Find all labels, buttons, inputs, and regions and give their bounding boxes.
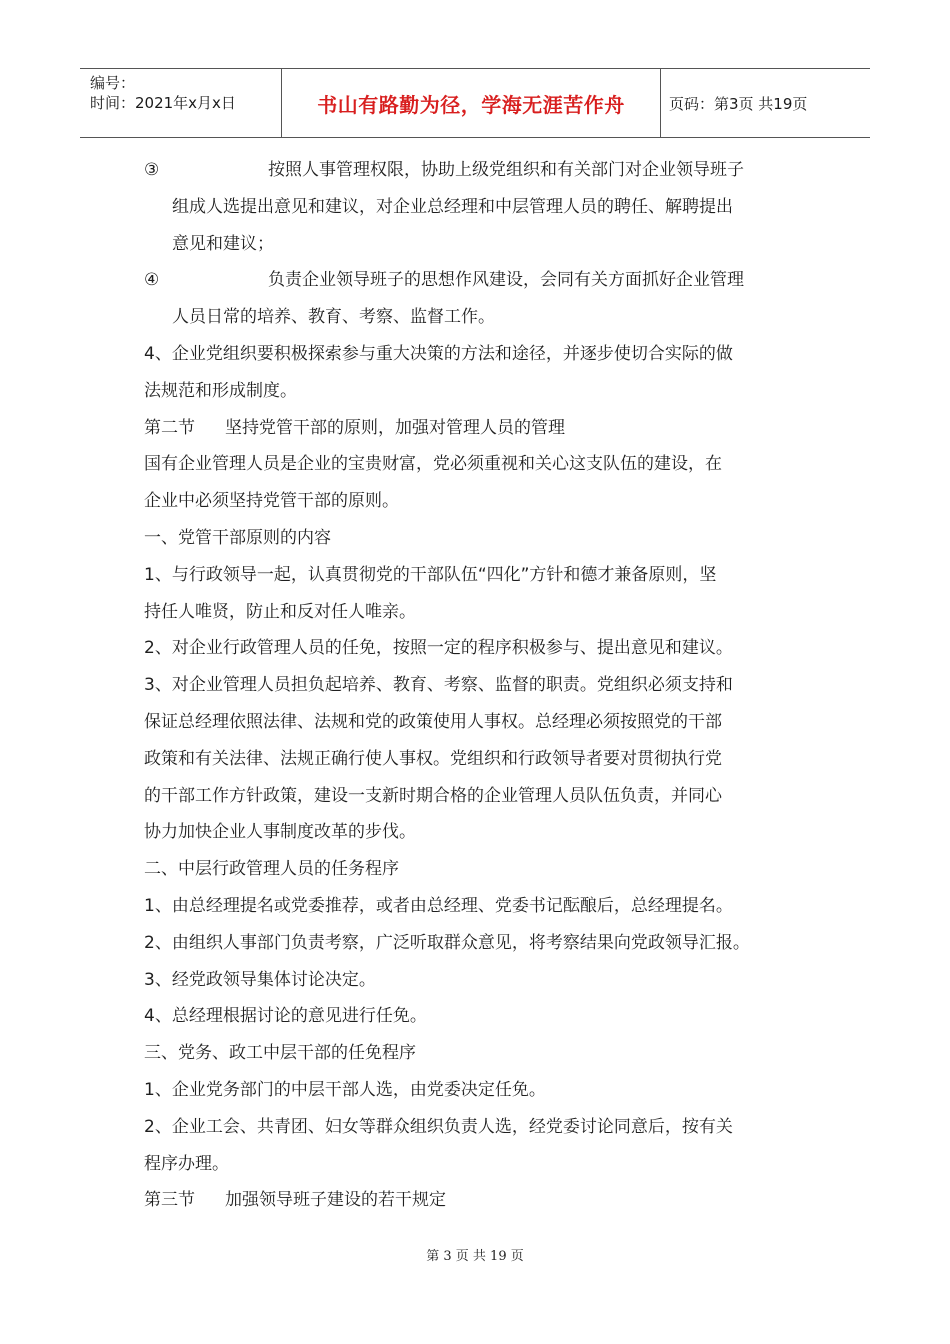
number-label: 编号： [90,74,136,92]
paragraph-line: 程序办理。 [144,1153,229,1174]
subheading: 一、党管干部原则的内容 [144,527,331,548]
paragraph-line: 3、经党政领导集体讨论决定。 [144,969,376,990]
paragraph-line: 组成人选提出意见和建议，对企业总经理和中层管理人员的聘任、解聘提出 [172,196,733,217]
paragraph-line: 政策和有关法律、法规正确行使人事权。党组织和行政领导者要对贯彻执行党 [144,748,722,769]
paragraph-line: 4、企业党组织要积极探索参与重大决策的方法和途径，并逐步使切合实际的做 [144,343,733,364]
section-heading: 第三节 加强领导班子建设的若干规定 [144,1190,446,1211]
paragraph-line: 3、对企业管理人员担负起培养、教育、考察、监督的职责。党组织必须支持和 [144,675,733,696]
paragraph-line: 的干部工作方针政策，建设一支新时期合格的企业管理人员队伍负责，并同心 [144,785,722,806]
paragraph-line: 企业中必须坚持党管干部的原则。 [144,491,399,512]
subheading: 二、中层行政管理人员的任务程序 [144,859,399,880]
paragraph-line: 协力加快企业人事制度改革的步伐。 [144,822,416,843]
page-header [80,68,870,138]
header-motto: 书山有路勤为径，学海无涯苦作舟 [282,69,661,137]
time-label: 时间：2021年x月x日 [90,94,236,112]
list-item: ③ 按照人事管理权限，协助上级党组织和有关部门对企业领导班子 [144,152,824,189]
item-marker: ③ [144,160,160,180]
paragraph-line: 人员日常的培养、教育、考察、监督工作。 [172,307,495,328]
paragraph-line: 1、与行政领导一起，认真贯彻党的干部队伍“四化”方针和德才兼备原则，坚 [144,564,717,585]
header-meta [80,69,282,137]
subheading: 三、党务、政工中层干部的任免程序 [144,1043,416,1064]
paragraph-line: 1、企业党务部门的中层干部人选，由党委决定任免。 [144,1079,546,1100]
header-page-info: 页码：第3页 共19页 [669,94,808,113]
paragraph-line: 2、对企业行政管理人员的任免，按照一定的程序积极参与、提出意见和建议。 [144,638,733,659]
list-item: ④ 负责企业领导班子的思想作风建设，会同有关方面抓好企业管理 [144,262,824,299]
item-marker: ④ [144,270,160,291]
paragraph-line: 国有企业管理人员是企业的宝贵财富，党必须重视和关心这支队伍的建设，在 [144,454,722,475]
paragraph-line: 2、由组织人事部门负责考察，广泛听取群众意见，将考察结果向党政领导汇报。 [144,932,750,953]
paragraph-line: 持任人唯贤，防止和反对任人唯亲。 [144,601,416,622]
section-heading: 第二节 坚持党管干部的原则，加强对管理人员的管理 [144,417,565,438]
paragraph-line: 法规范和形成制度。 [144,380,297,401]
document-body [144,152,824,1219]
paragraph-line: 4、总经理根据讨论的意见进行任免。 [144,1006,427,1027]
paragraph-line: 2、企业工会、共青团、妇女等群众组织负责人选，经党委讨论同意后，按有关 [144,1116,733,1137]
paragraph-line: 保证总经理依照法律、法规和党的政策使用人事权。总经理必须按照党的干部 [144,711,722,732]
paragraph-line: 意见和建议； [172,233,274,254]
paragraph-line: 1、由总经理提名或党委推荐，或者由总经理、党委书记酝酿后，总经理提名。 [144,895,733,916]
page-footer: 第 3 页 共 19 页 [426,1249,524,1264]
